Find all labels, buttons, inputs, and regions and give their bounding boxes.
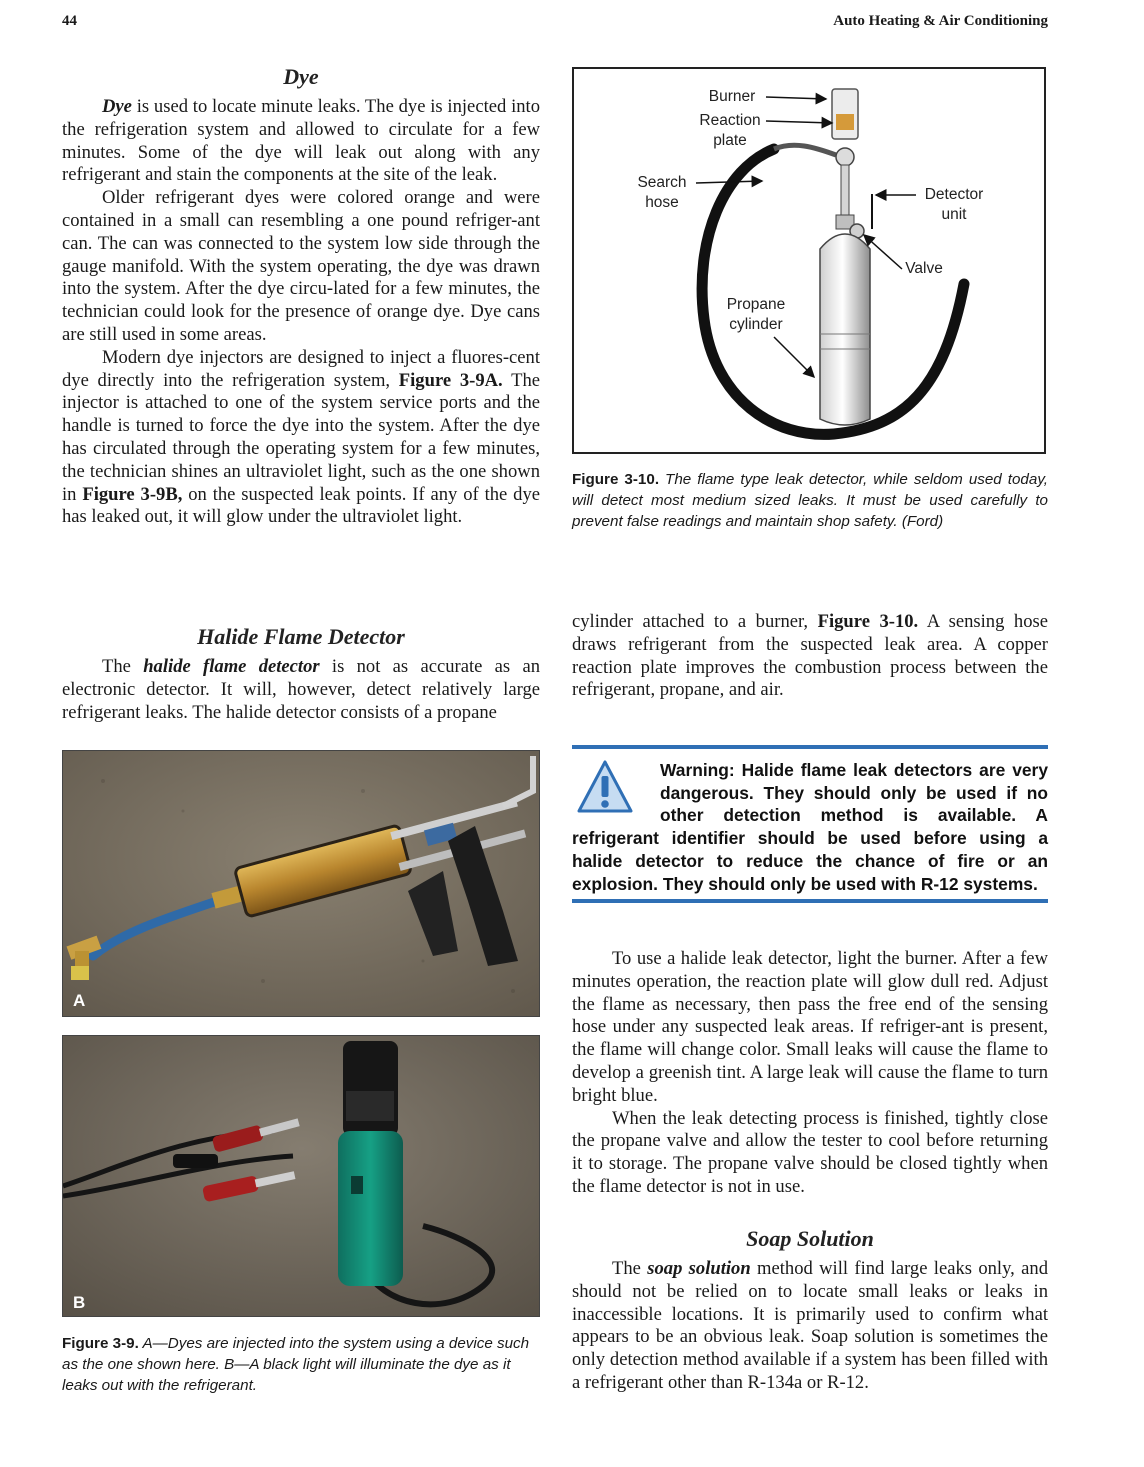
dye-body	[62, 96, 540, 529]
dye-paragraph-2: Older refrigerant dyes were colored orange and were contained in a small can resembling a one pound refriger-ant can. The can was connected to the system low side through the gauge manifold. With the system operating, the dye was drawn into the system. After the dye circu-lated for a few minutes, the technician could look for the presence of orange dye. Dye cans are still used in some areas.	[62, 187, 540, 345]
soap-body	[572, 1258, 1048, 1395]
figure-3-10-caption-text: The flame type leak detector, while seldom used today, will detect most medium sized leaks. It must be used carefully to prevent false readings and maintain shop safety. (Ford)	[572, 471, 1049, 530]
page-number: 44	[62, 13, 77, 29]
figure-3-9a-photo	[62, 750, 540, 1017]
soap-paragraph-1: The soap solution method will find large leaks only, and should not be relied on to locate small leaks or leaks in inaccessible locations. It is primarily used to confirm what appears to be an obvious leak. Soap solution is sometimes the only detection method available if a system has been filled with a refrigerant other than R-134a or R-12.	[572, 1258, 1048, 1393]
dye-injector-image	[63, 751, 540, 1017]
label-reaction-plate: Reaction plate	[699, 112, 761, 149]
warning-text: Warning: Halide flame leak detectors are very dangerous. They should only be used if no other detection method is available. A refrigerant identifier should be used before using a halide detector to reduce the chance of fire or an explosion. They should only be used with R-12 systems.	[572, 760, 1048, 894]
halide-continuation	[572, 611, 1048, 702]
label-search-hose: Search hose	[637, 174, 687, 211]
photo-b-letter: B	[73, 1293, 86, 1312]
dye-paragraph-1: Dye is used to locate minute leaks. The dye is injected into the refrigeration system and allowed to circulate for a few minutes. Some of the dye will leak out along with any refrigerant and stain the components at the site of the leak.	[62, 96, 540, 186]
figure-3-10-diagram	[572, 67, 1046, 454]
label-burner: Burner	[708, 88, 756, 105]
warning-top-rule	[572, 745, 1048, 749]
warning-icon-spacer	[572, 759, 660, 825]
halide-paragraph-1: The halide flame detector is not as accurate as an electronic detector. It will, however, detect relatively large refrigerant leaks. The halide detector consists of a propane	[62, 656, 541, 723]
label-detector-unit: Detector unit	[924, 186, 984, 223]
soap-heading: Soap Solution	[746, 1226, 874, 1251]
use-paragraph-2: When the leak detecting process is finished, tightly close the propane valve and allow the tester to cool before returning it to storage. The propane valve should be closed tightly when the flame detector is not in use.	[572, 1107, 1048, 1197]
dye-paragraph-3: Modern dye injectors are designed to inject a fluores-cent dye directly into the refrigeration system, Figure 3-9A. The injector is attached to one of the system service ports and the handle is turned to force the dye into the system. After the dye has circulated through the operating system for a few minutes, the technician shines an ultraviolet light, such as the one shown in Figure 3-9B, on the suspected leak points. If any of the dye has leaked out, it will glow under the ultraviolet light.	[62, 346, 541, 528]
figure-3-9-caption	[62, 1333, 540, 1396]
dye-heading: Dye	[283, 64, 319, 89]
use-detector-body	[572, 948, 1048, 1199]
photo-a-letter: A	[73, 991, 86, 1010]
black-light-image	[63, 1036, 540, 1317]
halide-body	[62, 656, 540, 724]
figure-3-9-label: Figure 3-9.	[62, 1335, 139, 1352]
label-valve: Valve	[905, 260, 943, 277]
warning-box	[572, 745, 1048, 905]
figure-3-9b-photo	[62, 1035, 540, 1317]
halide-paragraph-continued: cylinder attached to a burner, Figure 3-10. A sensing hose draws refrigerant from the suspected leak area. A copper reaction plate improves the combustion process between the refrigerant, propane, and air.	[572, 611, 1049, 701]
flame-detector-drawing	[574, 69, 1044, 452]
use-paragraph-1: To use a halide leak detector, light the burner. After a few minutes operation, the reaction plate will glow dull red. Adjust the flame as necessary, then pass the free end of the sensing hose under any suspected leak areas. If refriger-ant is present, the flame will change color. Small leaks will cause the flame to develop a greenish tint. A large leak will cause the flame to turn bright blue.	[572, 948, 1048, 1106]
running-title: Auto Heating & Air Conditioning	[833, 13, 1048, 29]
figure-3-10-label: Figure 3-10.	[572, 471, 660, 488]
figure-3-10-caption	[572, 469, 1048, 532]
label-propane-cylinder: Propane cylinder	[726, 296, 786, 333]
halide-heading: Halide Flame Detector	[197, 624, 405, 649]
figure-3-9-caption-text: A—Dyes are injected into the system using a device such as the one shown here. B—A black light will illuminate the dye as it leaks out with the refrigerant.	[62, 1335, 530, 1394]
warning-bottom-rule	[572, 899, 1048, 903]
